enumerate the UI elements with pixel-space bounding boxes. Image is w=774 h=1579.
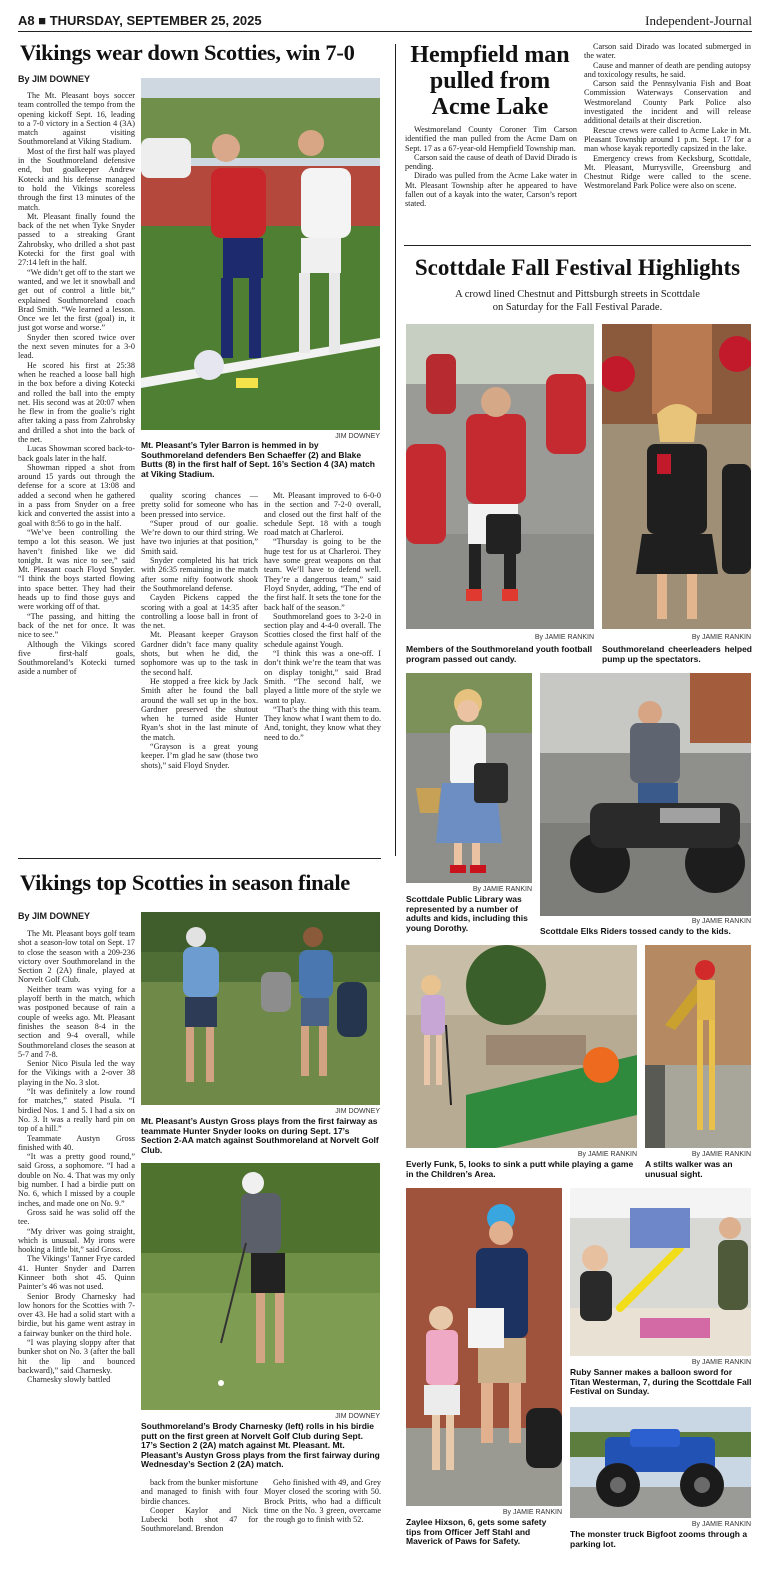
story-separator-right bbox=[404, 245, 751, 246]
story3-column-2 bbox=[584, 42, 751, 191]
paragraph: Lucas Showman scored back-to-back goals later in the half. bbox=[18, 444, 135, 463]
paragraph: Geho finished with 49, and Grey Moyer closed the scoring with 50. Brock Pritts, who had a difficult time on the No. 3 green, overcame the rough go to finish with 52. bbox=[264, 1478, 381, 1525]
paragraph: He scored his first at 25:38 when he reached a loose ball high in the box before a diving Kotecki and rolled the ball into the empty net. His second was at 20:07 when he flew in from the goalie’s right after taking a pass from Zahrobsky and drilled a shot into the back of the net. bbox=[18, 360, 135, 444]
publication-name: Independent-Journal bbox=[645, 13, 752, 28]
story3-column-1 bbox=[405, 125, 577, 209]
photo-5-caption: Everly Funk, 5, looks to sink a putt while playing a game in the Children’s Area. bbox=[406, 1159, 634, 1179]
soccer-photo-caption: Mt. Pleasant’s Tyler Barron is hemmed in by Southmoreland defenders Ben Schaeffer (2) and Blake Butts (8) in the first half of Sept. 16’s Section 4 (3A) match at Viking Stadium. bbox=[141, 440, 375, 479]
paragraph: “Thursday is going to be the huge test for us at Charleroi. They have some great weapons on that team. We’ll have to defend well. They’re a dangerous team,” said Floyd Snyder, adding, “The end of the first half. It sets the tone for the back half of the season.” bbox=[264, 537, 381, 612]
paragraph: Most of the first half was played in the Southmoreland defensive end, but goalkeeper Andrew Kotecki and his defense managed to hold the Vikings scoreless through the first 13 minutes of the match. bbox=[18, 146, 135, 212]
festival-photo-balloon bbox=[570, 1188, 751, 1356]
photo-7-credit: By JAMIE RANKIN bbox=[502, 1509, 562, 1516]
story1-column-3 bbox=[264, 491, 381, 742]
story1-headline: Vikings wear down Scotties, win 7-0 bbox=[20, 40, 355, 65]
paragraph: Westmoreland County Coroner Tim Carson identified the man pulled from the Acme Dam on Sept. 17 as a 67-year-old Hempfield Township man. bbox=[405, 125, 577, 153]
story1-column-1 bbox=[18, 91, 135, 677]
paragraph: Mt. Pleasant finally found the back of the net when Tyke Snyder passed to a streaking Grant Zahrobsky, who drilled a shot past Kotecki for the first goal with 27:14 left in the half. bbox=[18, 211, 135, 268]
paragraph: “That’s the thing with this team. They know what I want them to do. And, tonight, they know what they need to do.” bbox=[264, 704, 381, 742]
story3-headline: Hempfield man pulled from Acme Lake bbox=[410, 42, 570, 120]
festival-photo-cheerleaders bbox=[602, 324, 751, 629]
photo-1-credit: By JAMIE RANKIN bbox=[534, 634, 594, 641]
paragraph: “My driver was going straight, which is unusual. My irons were hooking a little bit,” said Gross. bbox=[18, 1226, 135, 1255]
photo-6-credit: By JAMIE RANKIN bbox=[691, 1151, 751, 1158]
festival-photo-youth-football bbox=[406, 324, 594, 629]
festival-headline: Scottdale Fall Festival Highlights bbox=[414, 255, 741, 280]
festival-photo-safety bbox=[406, 1188, 562, 1506]
paragraph: “We’ve been controlling the tempo a lot this season. We just haven’t finished like we did tonight. It was nice to see,” said Mt. Pleasant coach Floyd Snyder. “I think the boys started flowing into space better. They had their heads up to find those guys and were working off of that. bbox=[18, 527, 135, 612]
paragraph: Showman ripped a shot from around 15 yards out through the defense for a score at 13:08 and added a second when he gathered in a pass from Snyder on a free kick and converted the assist into a goal with 8:56 to go in the half. bbox=[18, 462, 135, 528]
festival-photo-elks-riders bbox=[540, 673, 751, 916]
photo-4-caption: Scottdale Elks Riders tossed candy to the kids. bbox=[540, 926, 731, 936]
paragraph: Teammate Austyn Gross finished with 40. bbox=[18, 1133, 135, 1152]
photo-3-caption: Scottdale Public Library was represented by a number of adults and kids, including this young Dorothy. bbox=[406, 894, 528, 933]
paragraph: Senior Nico Pisula led the way for the Vikings with a 2-over 38 playing in the No. 3 slot. bbox=[18, 1059, 135, 1087]
paragraph: “Grayson is a great young keeper. I’m glad he saw (those two shots),” said Floyd Snyder. bbox=[141, 742, 258, 770]
paragraph: Carson said Dirado was located submerged in the water. bbox=[584, 42, 751, 61]
festival-photo-dorothy bbox=[406, 673, 532, 883]
paragraph: Emergency crews from Kecksburg, Scottdale, Mt. Pleasant, Murrysville, Greensburg and Chestnut Ridge were called to the scene. Westmoreland Park Police were also on scene. bbox=[584, 153, 751, 191]
paragraph: Gross said he was solid off the tee. bbox=[18, 1207, 135, 1227]
paragraph: Although the Vikings scored five first-half goals, Southmoreland’s Kotecki turned aside a number of bbox=[18, 639, 135, 677]
paragraph: The Mt. Pleasant boys golf team shot a season-low total on Sept. 17 to close the season with a 209-236 victory over Southmoreland in the Section 2 (2A) finale, played at Norvelt Golf Club. bbox=[18, 929, 135, 985]
paragraph: Southmoreland goes to 3-2-0 in section play and 4-4-0 overall. The Scotties closed the first half of the schedule against Yough. bbox=[264, 611, 381, 649]
photo-3-credit: By JAMIE RANKIN bbox=[472, 886, 532, 893]
story2-byline: By JIM DOWNEY bbox=[18, 911, 91, 921]
paragraph: quality scoring chances — pretty solid for someone who has been pressed into service. bbox=[141, 491, 258, 519]
photo-8-credit: By JAMIE RANKIN bbox=[691, 1359, 751, 1366]
paragraph: Dirado was pulled from the Acme Lake water in Mt. Pleasant Township after he appeared to have fallen out of a kayak into the water, Carson’s report stated. bbox=[405, 171, 577, 209]
paragraph: “We didn’t get off to the start we wanted, and we let it snowball and get out of control a little bit,” explained Southmoreland coach Brad Smith. “We learned a lesson. Once we let the first (goal) in, it just got worse and worse.” bbox=[18, 267, 135, 333]
photo-5-credit: By JAMIE RANKIN bbox=[577, 1151, 637, 1158]
paragraph: Mt. Pleasant improved to 6-0-0 in the section and 7-2-0 overall, and closed out the first half of the schedule Sept. 18 with a tough road match at Charleroi. bbox=[264, 491, 381, 538]
soccer-photo-credit: JIM DOWNEY bbox=[335, 433, 380, 440]
golf-photo-1-caption: Mt. Pleasant’s Austyn Gross plays from the first fairway as teammate Hunter Snyder looks on during Sept. 17’s Section 2-AA match against Southmoreland at Norvelt Golf Club. bbox=[141, 1116, 379, 1155]
golf-photo-1-credit: JIM DOWNEY bbox=[335, 1108, 380, 1115]
paragraph: Cause and manner of death are pending autopsy and toxicology results, he said. bbox=[584, 60, 751, 79]
festival-photo-stilts bbox=[645, 945, 751, 1148]
photo-7-caption: Zaylee Hixson, 6, gets some safety tips from Officer Jeff Stahl and Maverick of Paws for Safety. bbox=[406, 1517, 547, 1547]
paragraph: The Vikings’ Tanner Frye carded 41. Hunter Snyder and Darren Kinneer both shot 45. Quinn Painter’s 46 was not used. bbox=[18, 1254, 135, 1292]
paragraph: He stopped a free kick by Jack Smith after he found the ball around the wall set up in the box. Gardner preserved the shutout when he turned aside Hunter Ryan’s shot in the last minute of the match. bbox=[141, 676, 258, 742]
paragraph: The Mt. Pleasant boys soccer team controlled the tempo from the opening kickoff Sept. 16, leading to a 7-0 victory in a Section 4 (3A) match against visiting Southmoreland at Viking Stadium. bbox=[18, 91, 135, 147]
story2-headline: Vikings top Scotties in season finale bbox=[20, 870, 350, 895]
story1-column-2 bbox=[141, 491, 258, 770]
paragraph: Snyder then scored twice over the next seven minutes for a 3-0 lead. bbox=[18, 332, 135, 361]
story2-column-2 bbox=[141, 1478, 258, 1534]
paragraph: “I was playing sloppy after that bunker shot on No. 3 (after the ball hit the lip and bounced backward),” said Charnesky. bbox=[18, 1338, 135, 1375]
paragraph: Charnesky slowly battled bbox=[27, 1375, 111, 1385]
photo-6-caption: A stilts walker was an unusual sight. bbox=[645, 1159, 733, 1179]
story-separator bbox=[18, 858, 381, 859]
paragraph: “It was definitely a low round for matches,” stated Pisula. “I birdied Nos. 1 and 5. I had a six on No. 3. It was a really hard pin on top of a hill.” bbox=[18, 1087, 135, 1134]
festival-photo-putt bbox=[406, 945, 637, 1148]
page-date: A8 ■ THURSDAY, SEPTEMBER 25, 2025 bbox=[18, 13, 262, 28]
paragraph: Cooper Kaylor and Nick Lubecki both shot 47 for Southmoreland. Brendon bbox=[141, 1505, 258, 1534]
paragraph: Carson said the Pennsylvania Fish and Boat Commission Waterways Conservation and Westmoreland County Park Police also investigated the incident and will release additional details at their discretion. bbox=[584, 79, 751, 126]
photo-1-caption: Members of the Southmoreland youth football program passed out candy. bbox=[406, 644, 593, 664]
photo-9-credit: By JAMIE RANKIN bbox=[691, 1521, 751, 1528]
story1-byline: By JIM DOWNEY bbox=[18, 74, 91, 84]
golf-photo-2-credit: JIM DOWNEY bbox=[335, 1413, 380, 1420]
paragraph: “It was a pretty good round,” said Gross, a sophomore. “I had a double on No. 4. That was my only big number. I had a birdie putt on No. 6, which I missed by a couple inches, and made one on No. 9.” bbox=[18, 1152, 135, 1208]
paragraph: Snyder completed his hat trick with 26:35 remaining in the match after some nifty footwork shook the Southmoreland defense. bbox=[141, 556, 258, 593]
paragraph: Cayden Pickens capped the scoring with a goal at 14:35 after controlling a loose ball in front of the net. bbox=[141, 593, 258, 631]
photo-8-caption: Ruby Sanner makes a balloon sword for Titan Westerman, 7, during the Scottdale Fall Festival on Sunday. bbox=[570, 1367, 752, 1397]
photo-2-caption: Southmoreland cheerleaders helped pump up the spectators. bbox=[602, 644, 752, 664]
photo-2-credit: By JAMIE RANKIN bbox=[691, 634, 751, 641]
photo-9-caption: The monster truck Bigfoot zooms through a parking lot. bbox=[570, 1529, 748, 1549]
soccer-photo bbox=[141, 78, 380, 430]
paragraph: Carson said the cause of death of David Dirado is pending. bbox=[405, 152, 577, 172]
paragraph: “The passing, and hitting the back of the net for once. It was nice to see.” bbox=[18, 611, 135, 640]
paragraph: Mt. Pleasant keeper Grayson Gardner didn’t face many quality shots, but when he did, the sophomore was up to the task in the second half. bbox=[141, 630, 258, 677]
festival-intro: A crowd lined Chestnut and Pittsburgh streets in Scottdale on Saturday for the Fall Festival Parade. bbox=[455, 289, 700, 313]
golf-photo-1 bbox=[141, 912, 380, 1105]
paragraph: Senior Brody Charnesky had low honors for the Scotties with 7-over 43. He had a solid start with a birdie, but his game went astray in a fairway bunker on the third hole. bbox=[18, 1291, 135, 1338]
page-header bbox=[18, 12, 752, 32]
photo-4-credit: By JAMIE RANKIN bbox=[691, 918, 751, 925]
paragraph: back from the bunker misfortune and managed to finish with four birdie chances. bbox=[141, 1478, 258, 1506]
story2-column-3 bbox=[264, 1478, 381, 1524]
golf-photo-2-caption: Southmoreland’s Brody Charnesky (left) rolls in his birdie putt on the first green at Norvelt Golf Club during Sept. 17’s Section 2 (2A) match against Mt. Pleasant. Mt. Pleasant’s Austyn Gross plays from the first fairway during Wednesday’s Section 2 (2A) match. bbox=[141, 1421, 380, 1470]
column-divider bbox=[395, 44, 396, 856]
paragraph: Neither team was vying for a playoff berth in the match, which was postponed because of rain a couple of weeks ago. Mt. Pleasant finishes the season 8-4 in the section and 9-4 overall, while Southmoreland closes the season at 5-7 and 7-8. bbox=[18, 984, 135, 1059]
festival-photo-monster-truck bbox=[570, 1407, 751, 1518]
golf-photo-2 bbox=[141, 1163, 380, 1410]
paragraph: “Super proud of our goalie. We’re down to our third string. We have two injuries at that position,” Smith said. bbox=[141, 518, 258, 556]
paragraph: Rescue crews were called to Acme Lake in Mt. Pleasant Township around 1 p.m. Sept. 17 for a man whose kayak reportedly capsized in the lake. bbox=[584, 125, 751, 154]
paragraph: “I think this was a one-off. I don’t think we’re the team that was on display tonight,” said Brad Smith. “The second half, we played a little more of the style we want to play. bbox=[264, 649, 381, 705]
story2-column-1 bbox=[18, 929, 135, 1385]
